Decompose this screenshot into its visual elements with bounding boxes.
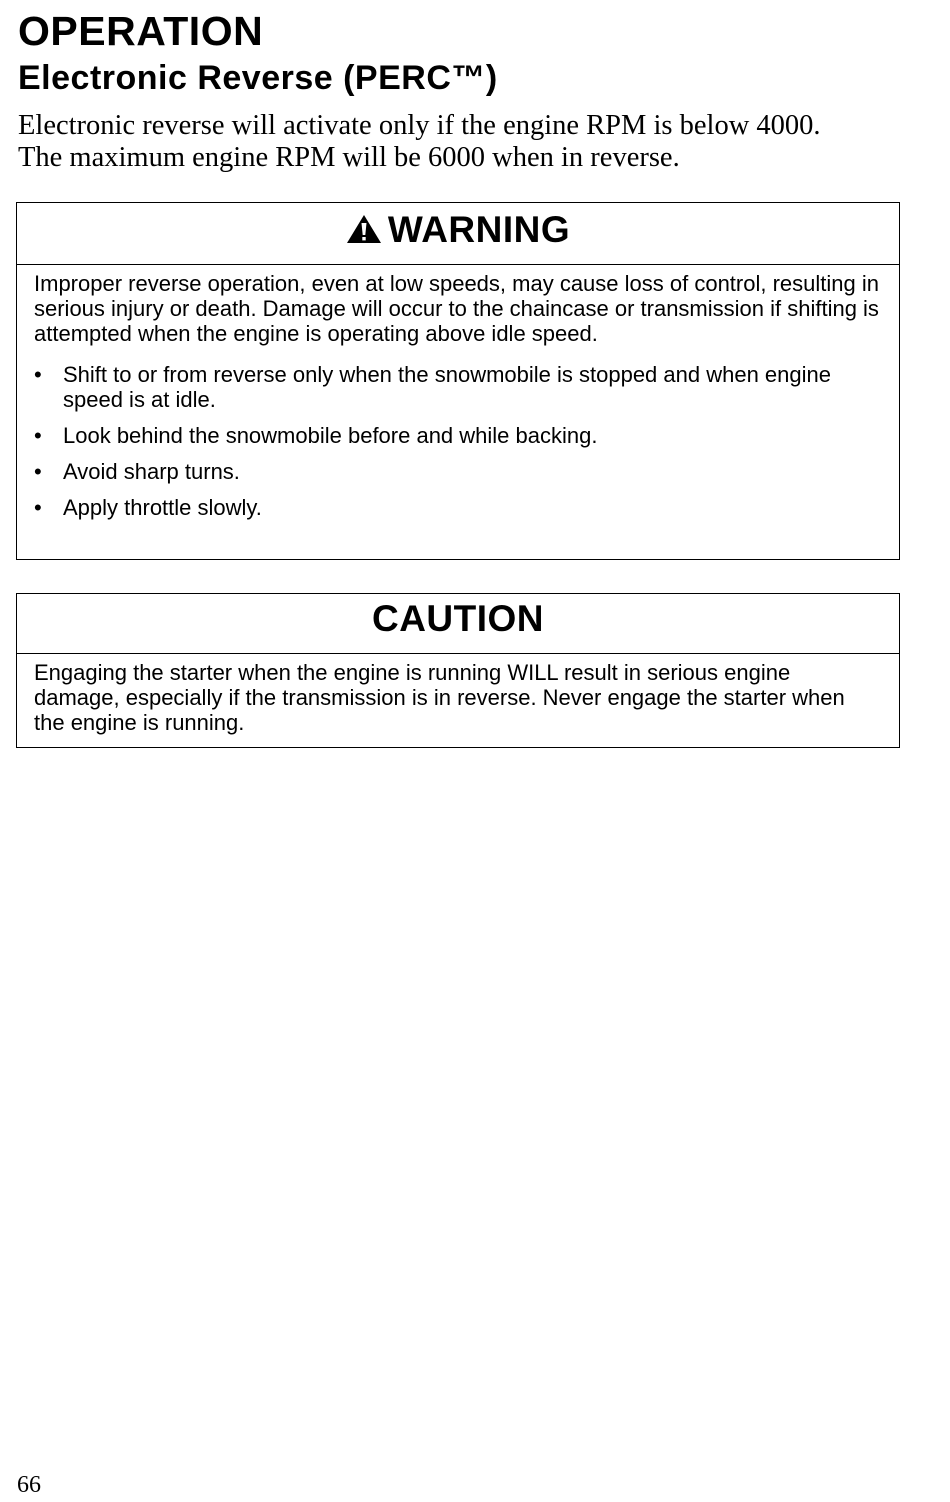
list-item	[34, 423, 881, 448]
bullet-mark: •	[34, 362, 42, 387]
warning-bullet-list	[34, 362, 881, 520]
warning-box	[16, 202, 900, 560]
bullet-text: Avoid sharp turns.	[63, 459, 240, 484]
warning-paragraph: Improper reverse operation, even at low speeds, may cause loss of control, resulting in serious injury or death. Damage will occur to the chaincase or transmission if shifting is attempted when the engine is operating above idle speed.	[34, 271, 879, 346]
warning-triangle-icon	[346, 205, 382, 235]
subsection-title: Electronic Reverse (PERC™)	[18, 59, 498, 97]
warning-title: WARNING	[387, 209, 571, 250]
warning-body	[17, 265, 899, 520]
caution-header	[17, 594, 899, 654]
bullet-text: Shift to or from reverse only when the snowmobile is stopped and when engine speed is at idle.	[63, 362, 831, 412]
bullet-mark: •	[34, 459, 42, 484]
caution-body	[17, 654, 899, 735]
caution-title: CAUTION	[371, 598, 545, 639]
bullet-mark: •	[34, 423, 42, 448]
list-item	[34, 362, 881, 412]
list-item	[34, 459, 881, 484]
warning-header	[17, 203, 899, 265]
bullet-text: Apply throttle slowly.	[63, 495, 262, 520]
section-title: OPERATION	[18, 8, 264, 54]
bullet-mark: •	[34, 495, 42, 520]
intro-line: Electronic reverse will activate only if the engine RPM is below 4000.	[18, 110, 821, 141]
page-number: 66	[17, 1472, 41, 1498]
caution-box	[16, 593, 900, 748]
list-item	[34, 495, 881, 520]
intro-text	[18, 110, 918, 174]
bullet-text: Look behind the snowmobile before and while backing.	[63, 423, 598, 448]
caution-paragraph: Engaging the starter when the engine is running WILL result in serious engine damage, especially if the transmission is in reverse. Never engage the starter when the engine is running.	[34, 660, 845, 735]
intro-line: The maximum engine RPM will be 6000 when in reverse.	[18, 142, 680, 173]
